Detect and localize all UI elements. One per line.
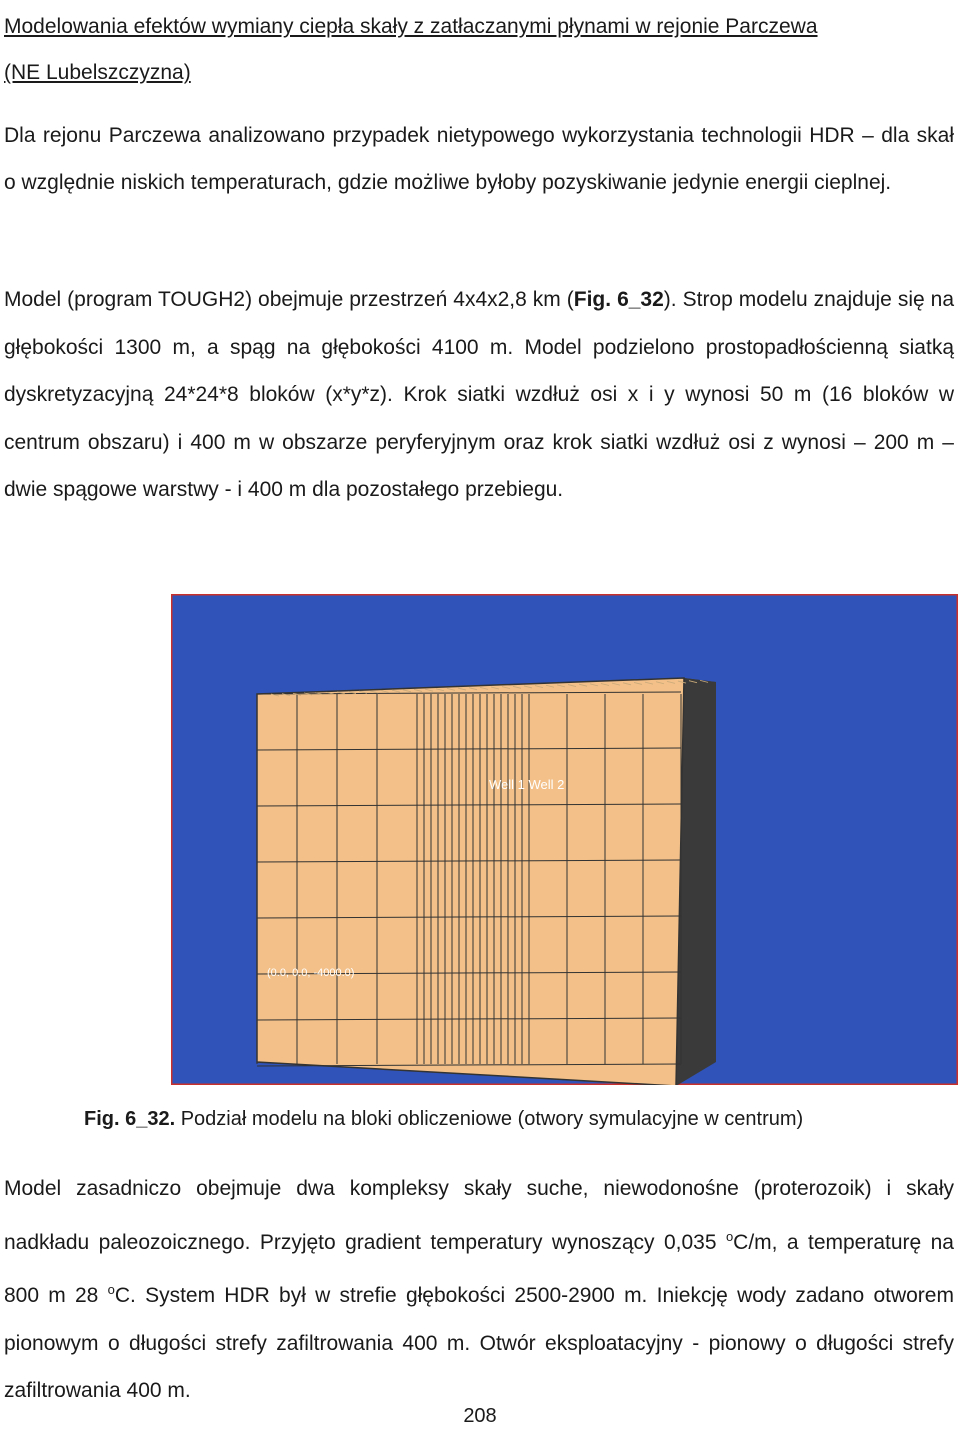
section-heading bbox=[4, 4, 954, 96]
model-front-face bbox=[257, 678, 684, 1085]
caption-text: Podział modelu na bloki obliczeniowe (otwory symulacyjne w centrum) bbox=[175, 1108, 804, 1130]
figure-caption bbox=[84, 1104, 954, 1134]
paragraph-text-3: Model zasadniczo obejmuje dwa kompleksy skały suche, niewodonośne (proterozoik) i skały nadkładu paleozoicznego. Przyjęto gradient temperatury wynoszący 0,035 bbox=[4, 1177, 954, 1254]
paragraph-intro: Dla rejonu Parczewa analizowano przypadek nietypowego wykorzystania technologii HDR – dla skał o względnie niskich temperaturach, gdzie możliwe byłoby pozyskiwanie jedynie energii cieplnej. bbox=[4, 124, 954, 194]
page-number: 208 bbox=[463, 1405, 497, 1427]
paragraph-text-5: C. System HDR był w strefie głębokości 2500-2900 m. Iniekcję wody zadano otworem pionowym o długości strefy zafiltrowania 400 m. Otwór eksploatacyjny - pionowy o długości strefy zafiltrowania 400 m. bbox=[4, 1284, 954, 1403]
well-label: Well 1 Well 2 bbox=[489, 777, 565, 792]
origin-label: (0.0, 0.0, -4000.0) bbox=[267, 967, 355, 979]
degree-symbol: o bbox=[107, 1282, 115, 1298]
model-grid-figure bbox=[171, 594, 958, 1085]
paragraph-model-description bbox=[4, 276, 954, 514]
section-heading-line-2: (NE Lubelszczyzna) bbox=[4, 61, 191, 84]
paragraph-text-2: ). Strop modelu znajduje się na głębokości 1300 m, a spąg na głębokości 4100 m. Model podzielono prostopadłościenną siatką dyskretyzacyjną 24*24*8 bloków (x*y*z). Krok siatki wzdłuż osi x i y wynosi 50 m (16 bloków w centrum obszaru) i 400 m w obszarze peryferyjnym oraz krok siatki wzdłuż osi z wynosi – 200 m – dwie spągowe warstwy - i 400 m dla pozostałego przebiegu. bbox=[4, 288, 955, 502]
figure-reference[interactable]: Fig. 6_32 bbox=[573, 288, 664, 311]
caption-reference: Fig. 6_32. bbox=[84, 1108, 176, 1130]
paragraph-model-parameters bbox=[4, 1165, 954, 1415]
paragraph-text-1: Model (program TOUGH2) obejmuje przestrzeń 4x4x2,8 km ( bbox=[4, 288, 574, 311]
degree-symbol: o bbox=[725, 1228, 734, 1244]
paragraph-text-4: C/m, a temperaturę na 800 m 28 bbox=[4, 1230, 954, 1308]
section-heading-line-1: Modelowania efektów wymiany ciepła skały z zatłaczanymi płynami w rejonie Parczewa bbox=[4, 15, 818, 38]
